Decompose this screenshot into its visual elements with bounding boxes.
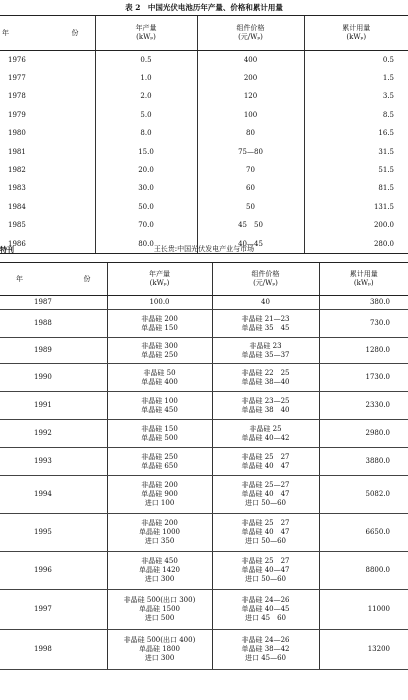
production-cell: 20.0 <box>95 161 197 179</box>
production-line: 单晶硅 400 <box>141 377 178 386</box>
price-cell <box>212 364 319 392</box>
price-cell <box>212 476 319 514</box>
cumulative-cell: 2330.0 <box>319 392 408 420</box>
price-cell: 70 <box>197 161 304 179</box>
production-line: 单晶硅 1800 <box>138 645 181 653</box>
price-line: 非晶硅 25 27 <box>241 557 290 565</box>
year-cell: 1980 <box>8 129 26 138</box>
price-line: 非晶硅 25 27 <box>241 452 290 461</box>
price-line: 单晶硅 40 47 <box>241 528 290 536</box>
price-cell <box>212 420 319 448</box>
table1-header-production <box>95 16 197 51</box>
table2 <box>0 262 408 670</box>
table1-body <box>0 51 408 254</box>
production-cell: 15.0 <box>95 143 197 161</box>
year-cell: 1997 <box>0 590 107 630</box>
price-line: 单晶硅 35 45 <box>241 323 290 332</box>
cumulative-cell: 8800.0 <box>319 552 408 590</box>
production-line: 非晶硅 200 <box>141 314 178 323</box>
header-production-label: 年产量 <box>149 270 170 278</box>
production-cell <box>107 420 212 448</box>
year-cell: 1991 <box>0 392 107 420</box>
production-cell: 1.0 <box>95 69 197 87</box>
year-cell: 1987 <box>0 296 107 310</box>
table2-header-row <box>0 263 408 296</box>
price-cell: 45 50 <box>197 217 304 235</box>
production-line: 非晶硅 500(出口 400) <box>123 636 196 644</box>
production-line: 非晶硅 500(出口 300) <box>123 596 196 604</box>
running-header <box>0 246 408 256</box>
table1-title: 表 2 中国光伏电池历年产量、价格和累计用量 <box>125 3 283 12</box>
price-line: 单晶硅 40—42 <box>241 433 290 442</box>
production-line: 进口 100 <box>144 499 175 507</box>
year-cell: 1985 <box>8 221 26 230</box>
production-line: 单晶硅 650 <box>141 461 178 470</box>
header-cumulative-label: 累计用量 <box>342 24 371 32</box>
year-cell: 1982 <box>8 166 26 175</box>
year-cell: 1995 <box>0 514 107 552</box>
table-row <box>0 590 408 630</box>
price-cell: 80 <box>197 125 304 143</box>
table-row <box>0 338 408 364</box>
price-cell: 400 <box>197 51 304 70</box>
price-line: 非晶硅 24—26 <box>241 636 290 644</box>
production-line: 非晶硅 300 <box>141 341 178 350</box>
price-cell: 75—80 <box>197 143 304 161</box>
table-row <box>0 143 408 161</box>
cumulative-cell: 3.5 <box>304 88 408 106</box>
price-line: 非晶硅 25 27 <box>241 519 290 527</box>
year-cell: 1996 <box>0 552 107 590</box>
cumulative-cell: 31.5 <box>304 143 408 161</box>
table-row <box>0 217 408 235</box>
table1-header-year <box>0 16 95 51</box>
production-cell <box>107 338 212 364</box>
price-line: 进口 50—60 <box>244 499 287 507</box>
price-cell: 60 <box>197 180 304 198</box>
table-row <box>0 448 408 476</box>
year-cell: 1981 <box>8 147 26 156</box>
production-cell <box>107 552 212 590</box>
year-cell: 1994 <box>0 476 107 514</box>
table2-header-year <box>0 263 107 296</box>
production-line: 进口 300 <box>144 654 175 662</box>
table-row <box>0 296 408 310</box>
price-line: 非晶硅 25—27 <box>241 481 290 489</box>
price-line: 单晶硅 35—37 <box>241 350 290 359</box>
table2-header-cumulative <box>319 263 408 296</box>
header-production-label: 年产量 <box>135 24 157 32</box>
production-line: 单晶硅 900 <box>141 490 178 498</box>
price-line: 单晶硅 38—40 <box>241 377 290 386</box>
header-year-char1: 年 <box>16 274 23 283</box>
price-cell <box>212 296 319 310</box>
price-line: 单晶硅 40—45 <box>241 605 290 613</box>
price-line: 单晶硅 38—42 <box>241 645 290 653</box>
cumulative-cell: 1280.0 <box>319 338 408 364</box>
price-cell <box>212 448 319 476</box>
header-year-char2: 份 <box>71 28 79 37</box>
production-cell: 5.0 <box>95 106 197 124</box>
price-cell <box>212 514 319 552</box>
production-cell <box>107 310 212 338</box>
year-cell: 1978 <box>8 92 26 101</box>
table1 <box>0 15 408 254</box>
production-line: 单晶硅 450 <box>141 405 178 414</box>
cumulative-cell: 16.5 <box>304 125 408 143</box>
cumulative-cell: 200.0 <box>304 217 408 235</box>
cumulative-cell: 730.0 <box>319 310 408 338</box>
header-year-char1: 年 <box>2 28 9 37</box>
price-line: 单晶硅 40 47 <box>241 490 290 498</box>
cumulative-cell: 13200 <box>319 630 408 670</box>
year-cell: 1976 <box>8 55 26 64</box>
production-line: 进口 350 <box>144 537 175 545</box>
cumulative-cell: 81.5 <box>304 180 408 198</box>
price-line: 非晶硅 22 25 <box>241 368 290 377</box>
production-cell: 80.0 <box>95 235 197 254</box>
table-row <box>0 180 408 198</box>
year-cell: 1979 <box>8 110 26 119</box>
cumulative-cell: 5082.0 <box>319 476 408 514</box>
table-row <box>0 198 408 216</box>
year-cell: 1986 <box>0 235 95 254</box>
production-cell <box>107 448 212 476</box>
price-line: 非晶硅 25 <box>249 424 282 433</box>
production-cell <box>107 476 212 514</box>
table1-header-cumulative <box>304 16 408 51</box>
year-cell: 1988 <box>0 310 107 338</box>
header-price-label: 组件价格 <box>251 270 280 278</box>
table-row <box>0 476 408 514</box>
production-line: 非晶硅 200 <box>141 481 178 489</box>
year-cell: 1989 <box>0 338 107 364</box>
table1-header-row <box>0 16 408 51</box>
production-line: 单晶硅 500 <box>141 433 178 442</box>
header-price-label: 组件价格 <box>236 24 265 32</box>
table-row <box>0 51 408 70</box>
production-cell <box>107 630 212 670</box>
production-line: 100.0 <box>149 298 170 306</box>
production-line: 单晶硅 250 <box>141 350 178 359</box>
table-row <box>0 420 408 448</box>
year-cell: 1984 <box>8 202 26 211</box>
table-row <box>0 630 408 670</box>
price-line: 40 <box>261 298 270 306</box>
cumulative-cell: 131.5 <box>304 198 408 216</box>
price-line: 进口 50—60 <box>244 575 287 583</box>
price-line: 进口 50—60 <box>244 537 287 545</box>
header-year-char2: 份 <box>83 274 91 283</box>
year-cell: 1990 <box>0 364 107 392</box>
table-row <box>0 69 408 87</box>
price-cell: 100 <box>197 106 304 124</box>
table-row <box>0 364 408 392</box>
price-cell: 200 <box>197 69 304 87</box>
price-line: 非晶硅 24—26 <box>241 596 290 604</box>
production-cell: 70.0 <box>95 217 197 235</box>
cumulative-cell: 11000 <box>319 590 408 630</box>
table-row <box>0 88 408 106</box>
production-line: 进口 500 <box>144 614 175 622</box>
table-row <box>0 106 408 124</box>
table-row <box>0 514 408 552</box>
header-cumulative-label: 累计用量 <box>349 270 378 278</box>
cumulative-cell: 8.5 <box>304 106 408 124</box>
cumulative-cell: 380.0 <box>319 296 408 310</box>
year-cell: 1983 <box>8 184 26 193</box>
production-line: 非晶硅 200 <box>141 519 178 527</box>
table-row <box>0 161 408 179</box>
cumulative-cell: 1730.0 <box>319 364 408 392</box>
cumulative-cell: 6650.0 <box>319 514 408 552</box>
year-cell: 1977 <box>8 74 26 83</box>
price-cell <box>212 590 319 630</box>
production-cell: 2.0 <box>95 88 197 106</box>
production-cell <box>107 392 212 420</box>
production-cell <box>107 590 212 630</box>
year-cell: 1992 <box>0 420 107 448</box>
production-cell: 0.5 <box>95 51 197 70</box>
production-line: 非晶硅 450 <box>141 557 178 565</box>
cumulative-cell: 51.5 <box>304 161 408 179</box>
table2-body <box>0 296 408 670</box>
header-production-unit: (kWₚ) <box>136 33 156 41</box>
price-line: 进口 45 60 <box>244 614 287 622</box>
cumulative-cell: 2980.0 <box>319 420 408 448</box>
production-line: 单晶硅 1420 <box>138 566 181 574</box>
price-cell <box>212 338 319 364</box>
price-line: 非晶硅 21—23 <box>241 314 290 323</box>
price-cell: 120 <box>197 88 304 106</box>
cumulative-cell: 0.5 <box>304 51 408 70</box>
price-cell <box>212 630 319 670</box>
production-cell <box>107 296 212 310</box>
price-cell: 40—45 <box>197 235 304 254</box>
price-cell: 50 <box>197 198 304 216</box>
table-row <box>0 125 408 143</box>
header-price-unit: (元/Wₚ) <box>253 279 278 287</box>
production-line: 进口 300 <box>144 575 175 583</box>
table2-header-production <box>107 263 212 296</box>
price-line: 进口 45—60 <box>244 654 287 662</box>
year-cell: 1998 <box>0 630 107 670</box>
header-cumulative-unit: (kWₚ) <box>346 33 367 41</box>
header-cumulative-unit: (kWₚ) <box>353 279 374 287</box>
running-header-left: 特刊 <box>0 245 14 254</box>
year-cell: 1993 <box>0 448 107 476</box>
production-line: 非晶硅 150 <box>141 424 178 433</box>
production-line: 非晶硅 100 <box>141 396 178 405</box>
price-cell <box>212 310 319 338</box>
price-line: 单晶硅 38 40 <box>241 405 290 414</box>
price-line: 非晶硅 23 <box>249 341 282 350</box>
table-row <box>0 552 408 590</box>
header-production-unit: (kWₚ) <box>149 279 170 287</box>
price-cell <box>212 392 319 420</box>
production-line: 单晶硅 1000 <box>138 528 181 536</box>
cumulative-cell: 280.0 <box>304 235 408 254</box>
price-line: 单晶硅 40 47 <box>241 461 290 470</box>
price-line: 单晶硅 40—47 <box>241 566 290 574</box>
table-row <box>0 392 408 420</box>
running-header-title: 王长贵:中国光伏发电产业与市场 <box>153 245 255 253</box>
production-line: 单晶硅 150 <box>141 323 178 332</box>
table1-header-price <box>197 16 304 51</box>
production-line: 单晶硅 1500 <box>138 605 181 613</box>
table2-header-price <box>212 263 319 296</box>
production-cell <box>107 514 212 552</box>
table-row <box>0 310 408 338</box>
production-cell: 50.0 <box>95 198 197 216</box>
production-line: 非晶硅 250 <box>141 452 178 461</box>
production-line: 非晶硅 50 <box>143 368 176 377</box>
cumulative-cell: 3880.0 <box>319 448 408 476</box>
production-cell: 8.0 <box>95 125 197 143</box>
price-cell <box>212 552 319 590</box>
price-line: 非晶硅 23—25 <box>241 396 290 405</box>
cumulative-cell: 1.5 <box>304 69 408 87</box>
production-cell: 30.0 <box>95 180 197 198</box>
header-price-unit: (元/Wₚ) <box>238 33 263 41</box>
production-cell <box>107 364 212 392</box>
